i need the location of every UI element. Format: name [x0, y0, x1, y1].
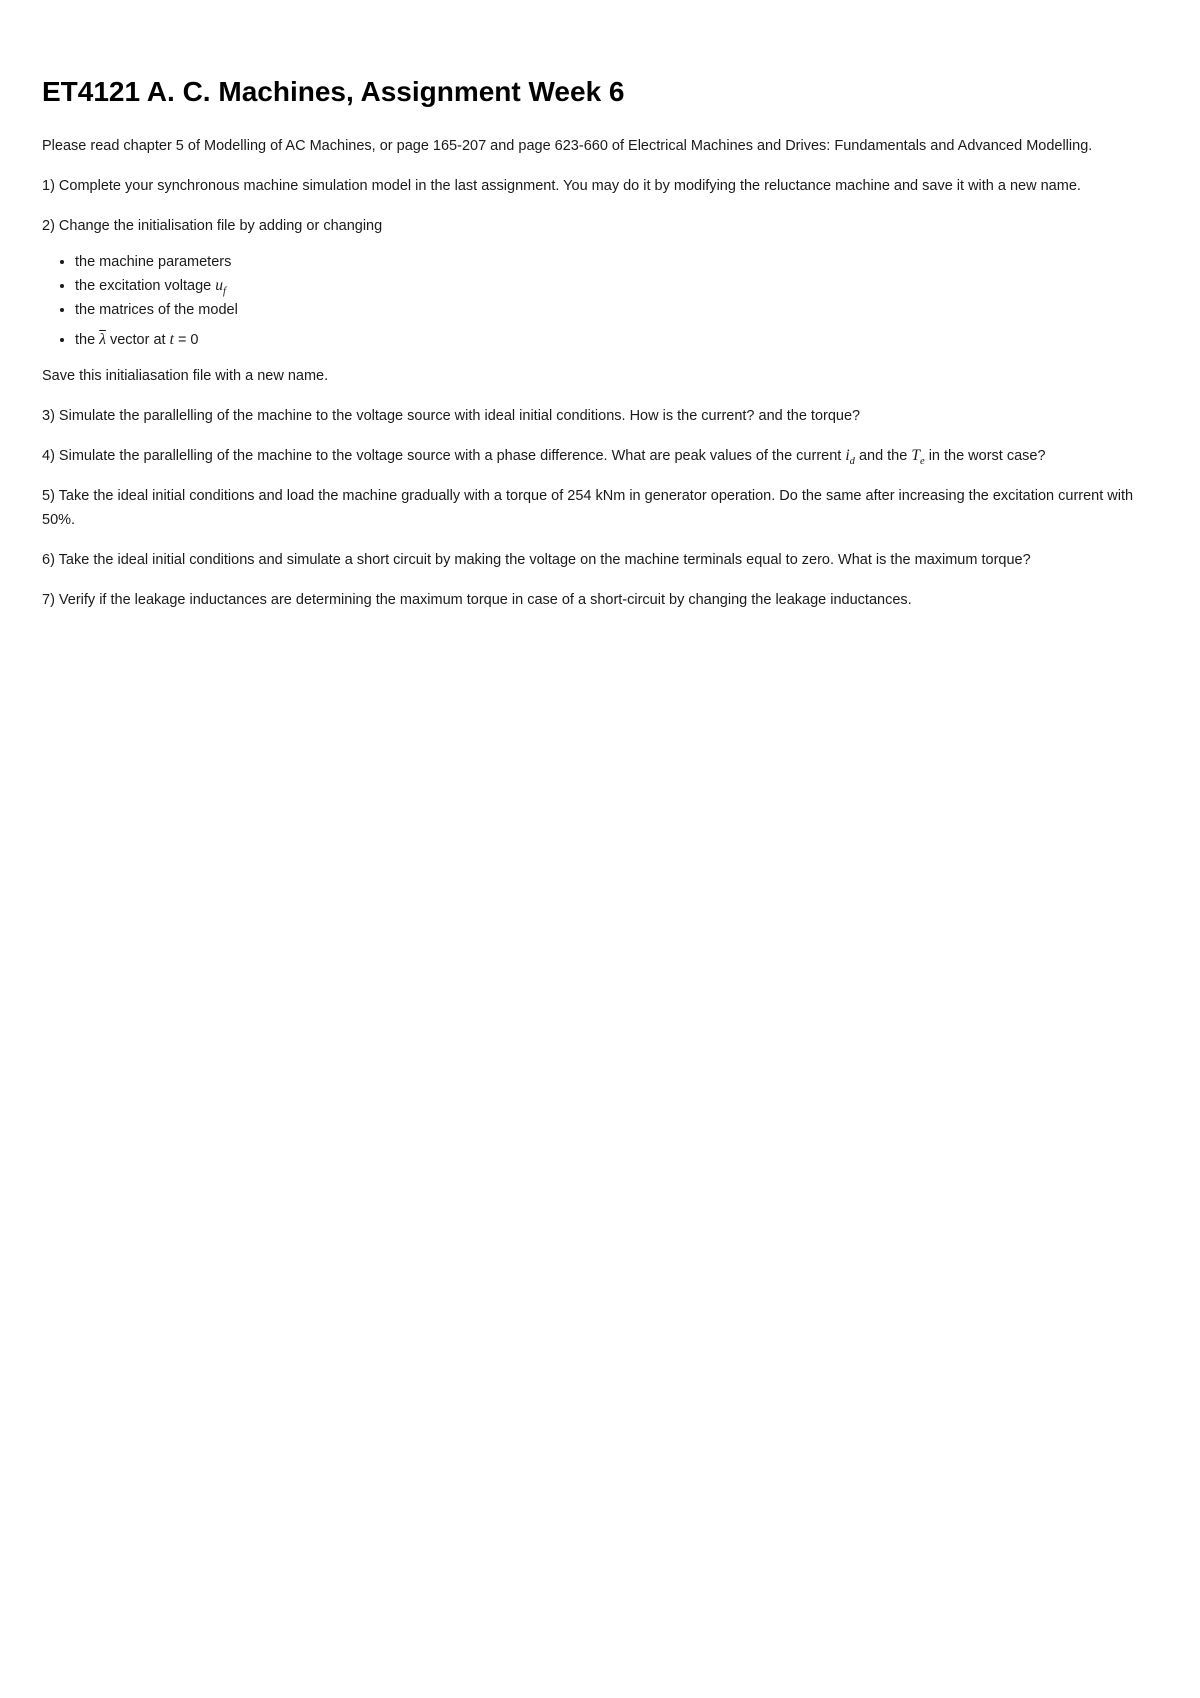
list-item-matrices: • the matrices of the model	[75, 298, 1162, 322]
initialisation-list	[42, 250, 1162, 352]
excitation-voltage-symbol: $u_f$	[215, 277, 226, 298]
item-1: 1) Complete your synchronous machine simulation model in the last assignment. You may do it by modifying the reluctance machine and save it with a new name.	[42, 178, 1081, 194]
document-page	[42, 74, 1162, 628]
page-title: ET4121 A. C. Machines, Assignment Week 6	[42, 76, 625, 107]
item-4: 4) Simulate the parallelling of the machine to the voltage source with a phase difference. What are peak values of the current $i_d$ and the $T_e$ in the worst case?	[42, 447, 1046, 468]
item-3: 3) Simulate the parallelling of the machine to the voltage source with ideal initial conditions. How is the current? and the torque?	[42, 408, 861, 424]
current-symbol: $i_d$	[845, 447, 855, 468]
lambda-symbol: $\overline{\lambda}$	[99, 331, 106, 348]
list-item-lambda-vector: • the $\overline{\lambda}$ vector at t = 0	[75, 328, 1162, 352]
item-2-intro: 2) Change the initialisation file by adding or changing	[42, 218, 383, 234]
item-7: 7) Verify if the leakage inductances are determining the maximum torque in case of a short-circuit by changing the leakage inductances.	[42, 592, 912, 608]
torque-symbol: $T_e$	[911, 447, 925, 468]
save-instruction: Save this initialiasation file with a new name.	[42, 368, 329, 384]
intro-paragraph: Please read chapter 5 of Modelling of AC Machines, or page 165-207 and page 623-660 of Electrical Machines and Drives: Fundamentals and Advanced Modelling.	[42, 138, 1093, 154]
list-item-excitation-voltage: • the excitation voltage $u_f$	[75, 274, 1162, 298]
item-5: 5) Take the ideal initial conditions and load the machine gradually with a torque of 254 kNm in generator operation. Do the same after increasing the excitation current with 50%.	[42, 488, 1134, 528]
list-item-machine-parameters: • the machine parameters	[75, 250, 1162, 274]
time-symbol: t	[169, 331, 174, 348]
item-6: 6) Take the ideal initial conditions and simulate a short circuit by making the voltage on the machine terminals equal to zero. What is the maximum torque?	[42, 552, 1031, 568]
